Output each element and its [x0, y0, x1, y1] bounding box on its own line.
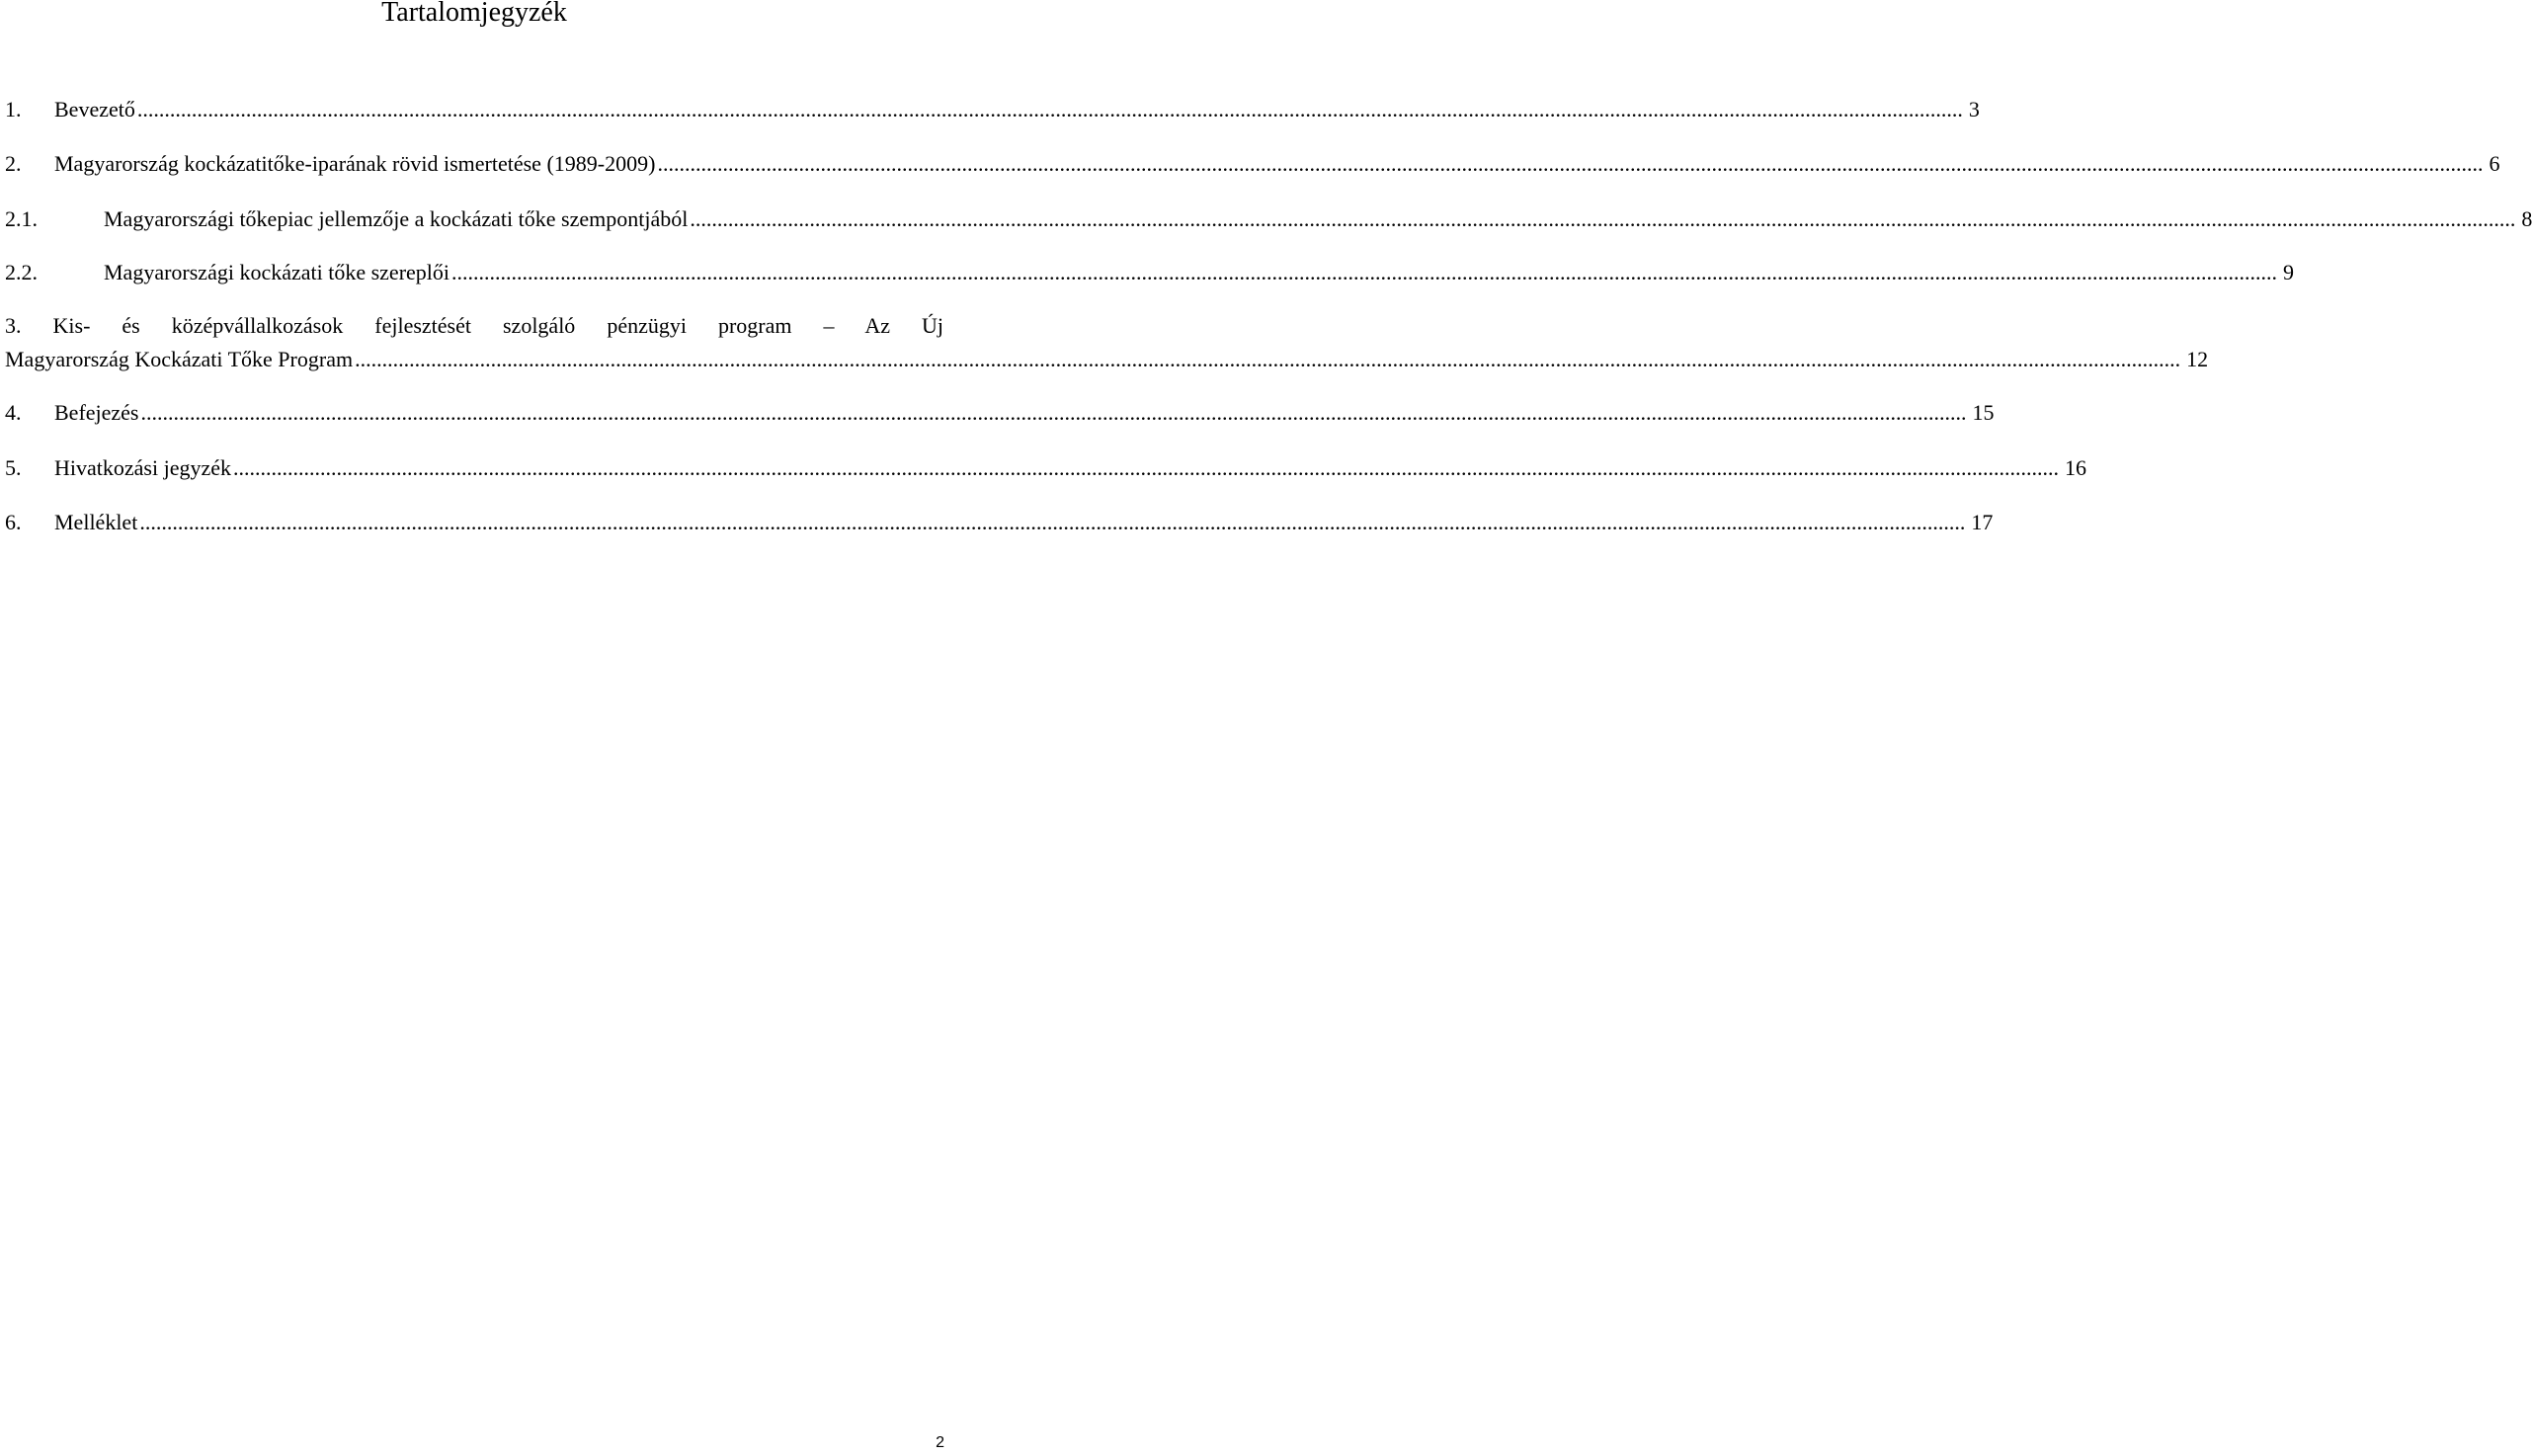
toc-entry-label: Hivatkozási jegyzék	[54, 455, 231, 480]
toc-dot-leader	[137, 97, 1963, 122]
toc-entry-capital-market[interactable]	[5, 206, 2532, 232]
toc-dot-leader	[657, 151, 2483, 177]
toc-entry-label: Magyarországi kockázati tőke szereplői	[104, 260, 450, 284]
toc-entry-label: Magyarország kockázatitőke-iparának rövid ismertetése (1989-2009)	[54, 151, 656, 176]
toc-dot-leader	[233, 455, 2059, 481]
toc-entry-label-continued: Magyarország Kockázati Tőke Program	[5, 347, 354, 371]
toc-dot-leader	[451, 260, 2277, 285]
toc-entry-label: Magyarországi tőkepiac jellemzője a kockázati tőke szempontjából	[104, 206, 689, 231]
toc-dot-leader	[690, 206, 2515, 232]
toc-entry-references[interactable]	[5, 455, 2086, 481]
toc-entry-page: 6	[2489, 151, 2500, 176]
toc-entry-label: Kis- és középvállalkozások fejlesztését szolgáló pénzügyi program – Az Új	[52, 313, 943, 338]
toc-entry-page: 12	[2186, 347, 2209, 371]
toc-entry-page: 9	[2283, 260, 2295, 284]
page-number: 2	[936, 1434, 944, 1451]
toc-entry-introduction[interactable]	[5, 97, 1980, 122]
toc-entry-actors[interactable]	[5, 260, 2295, 285]
toc-dot-leader	[139, 510, 1965, 535]
toc-entry-number: 1.	[5, 97, 22, 121]
toc-entry-label: Befejezés	[54, 400, 139, 425]
toc-dot-leader	[355, 347, 2180, 372]
toc-entry-label: Melléklet	[54, 510, 138, 534]
toc-entry-number: 2.2.	[5, 260, 38, 284]
toc-entry-number: 6.	[5, 510, 22, 534]
toc-entry-number: 2.1.	[5, 206, 38, 231]
toc-entry-label: Bevezető	[54, 97, 135, 121]
toc-dot-leader	[141, 400, 1967, 426]
toc-entry-page: 15	[1972, 400, 1995, 425]
toc-entry-page: 8	[2521, 206, 2532, 231]
toc-entry-page: 17	[1971, 510, 1994, 534]
toc-entry-overview[interactable]	[5, 151, 2500, 177]
toc-entry-program-line1[interactable]	[5, 313, 943, 339]
toc-entry-number: 4.	[5, 400, 22, 425]
toc-entry-page: 3	[1968, 97, 1980, 121]
toc-entry-program-line2[interactable]	[5, 347, 2209, 372]
toc-entry-conclusion[interactable]	[5, 400, 1995, 426]
toc-entry-number: 2.	[5, 151, 22, 176]
toc-entry-number: 3.	[5, 313, 22, 338]
toc-entry-number: 5.	[5, 455, 22, 480]
page-title: Tartalomjegyzék	[381, 0, 567, 28]
toc-entry-appendix[interactable]	[5, 510, 1994, 535]
toc-entry-page: 16	[2065, 455, 2086, 480]
